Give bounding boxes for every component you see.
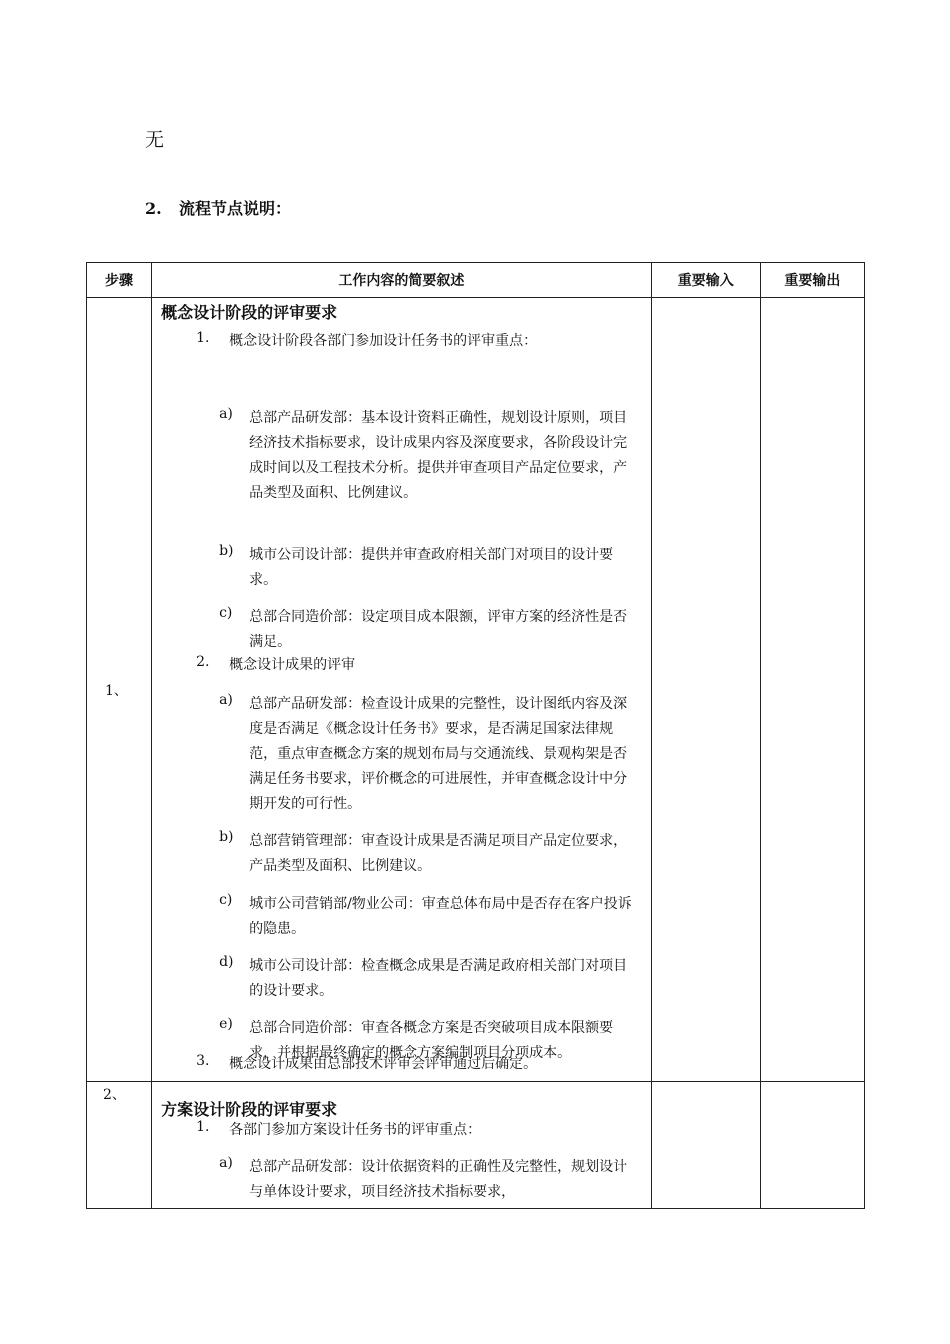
step-cell: 1、 bbox=[87, 298, 152, 1082]
header-input: 重要输入 bbox=[651, 263, 760, 298]
input-cell bbox=[651, 1082, 760, 1209]
header-content: 工作内容的简要叙述 bbox=[152, 263, 652, 298]
stage-heading: 方案设计阶段的评审要求 bbox=[161, 1100, 338, 1119]
content-cell: 概念设计阶段的评审要求 1. 概念设计阶段各部门参加设计任务书的评审重点： a) 总部产品研发部：基本设计资料正确性，规划设计原则，项目经济技术指标要求，设计成果内容及深度要求，各阶段设计完成时间以及工程技术分析。提供并审查项目产品定位要求，产品类型及面积、比例建议。 b) 城市公司设计部：提供并审查政府相关部门对项目的设计要求。 c) 总部合同造价部：设定项目成本限额，评审方案的经济性是否满足。 2. 概念设计成果的评审 a) 总部产品研发部：检查设计成果的完整性，设计图纸内容及深度是否满足《概念设计任务书》要求，是否满足国家法律规范，重点审查概念方案的规划布局与交通流线、景观构架是否满足任务书要求，评价概念的可进展性，并审查概念设计中分期开发的可行性。 b) 总部营销管理部：审查设计成果是否满足项目产品定位要求，产品类型及面积、比例建议。 c) 城市公司营销部/物业公司：审查总体布局中是否存在客户投诉的隐患。 d) 城市公司设计部：检查概念成果是否满足政府相关部门对项目的设计要求。 e) 总部合同造价部：审查各概念方案是否突破项目成本限额要求，并根据最终确定的概念方案编制项目分项成本。 3. 概念设计成果由总部技术评审会评审通过后确定。 bbox=[152, 298, 652, 1082]
output-cell bbox=[760, 298, 864, 1082]
step-cell: 2、 bbox=[87, 1082, 152, 1209]
intro-text: 无 bbox=[145, 129, 165, 151]
stage-heading: 概念设计阶段的评审要求 bbox=[161, 303, 338, 322]
process-table bbox=[86, 262, 865, 1209]
section-number: 2. bbox=[145, 199, 162, 218]
content-cell: 方案设计阶段的评审要求 1. 各部门参加方案设计任务书的评审重点： a) 总部产品研发部：设计依据资料的正确性及完整性，规划设计与单体设计要求，项目经济技术指标要求， bbox=[152, 1082, 652, 1209]
table-row bbox=[87, 298, 865, 1082]
table-header-row bbox=[87, 263, 865, 298]
header-step: 步骤 bbox=[87, 263, 152, 298]
output-cell bbox=[760, 1082, 864, 1209]
section-title: 流程节点说明： bbox=[179, 199, 292, 218]
section-heading bbox=[145, 196, 291, 219]
input-cell bbox=[651, 298, 760, 1082]
header-output: 重要输出 bbox=[760, 263, 864, 298]
table-row bbox=[87, 1082, 865, 1209]
